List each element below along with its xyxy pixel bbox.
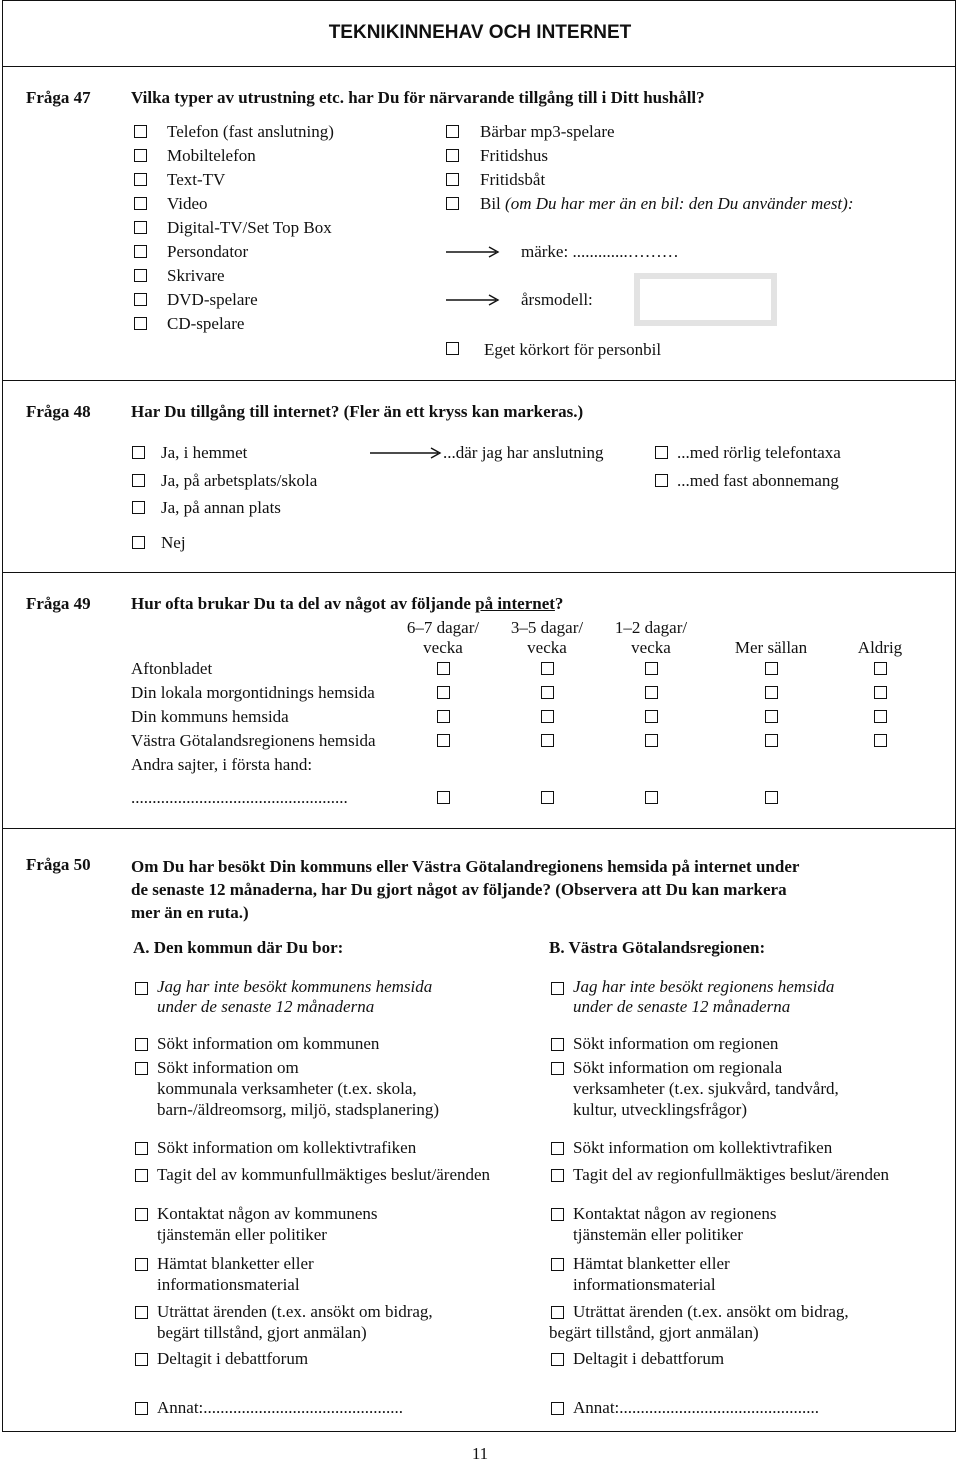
item-label: Sökt information om kollektivtrafiken bbox=[157, 1138, 417, 1157]
other-sites-label: Andra sajter, i första hand: bbox=[131, 755, 313, 774]
checkbox[interactable] bbox=[541, 734, 554, 747]
checkbox[interactable] bbox=[135, 1258, 148, 1271]
checkbox[interactable] bbox=[645, 734, 658, 747]
checkbox-korkort[interactable] bbox=[446, 342, 459, 355]
checkbox[interactable] bbox=[551, 982, 564, 995]
checkbox[interactable] bbox=[135, 1062, 148, 1075]
q48-label: Fråga 48 bbox=[26, 402, 91, 421]
option-label: Nej bbox=[161, 533, 186, 552]
option-label: Ja, på arbetsplats/skola bbox=[161, 471, 318, 490]
checkbox[interactable] bbox=[135, 1402, 148, 1415]
item-label: informationsmaterial bbox=[157, 1275, 300, 1294]
not-visited-label: under de senaste 12 månaderna bbox=[573, 997, 791, 1016]
checkbox[interactable] bbox=[134, 245, 147, 258]
header-divider bbox=[2, 66, 956, 67]
checkbox[interactable] bbox=[446, 149, 459, 162]
column-header: Aldrig bbox=[857, 638, 903, 657]
column-header: vecka bbox=[527, 638, 567, 657]
checkbox[interactable] bbox=[551, 1258, 564, 1271]
checkbox[interactable] bbox=[132, 446, 145, 459]
q50-question-line: de senaste 12 månaderna, har Du gjort något av följande? (Observera att Du kan markera bbox=[131, 880, 787, 899]
divider-q49-q50 bbox=[2, 828, 956, 829]
checkbox[interactable] bbox=[541, 686, 554, 699]
checkbox[interactable] bbox=[135, 1306, 148, 1319]
item-label: Sökt information om kollektivtrafiken bbox=[573, 1138, 833, 1157]
q50-label: Fråga 50 bbox=[26, 855, 91, 874]
checkbox[interactable] bbox=[132, 536, 145, 549]
option-label: Digital-TV/Set Top Box bbox=[167, 218, 332, 237]
not-visited-label: Jag har inte besökt regionens hemsida bbox=[573, 977, 835, 996]
item-label: Tagit del av kommunfullmäktiges beslut/ärenden bbox=[157, 1165, 491, 1184]
item-label: kommunala verksamheter (t.ex. skola, bbox=[157, 1079, 417, 1098]
option-label: ...med rörlig telefontaxa bbox=[677, 443, 841, 462]
q50-question-line: mer än en ruta.) bbox=[131, 903, 249, 922]
arrow-right-icon bbox=[446, 294, 500, 306]
model-label: årsmodell: bbox=[521, 290, 593, 309]
checkbox[interactable] bbox=[765, 710, 778, 723]
checkbox[interactable] bbox=[551, 1062, 564, 1075]
checkbox[interactable] bbox=[134, 269, 147, 282]
row-label: Din lokala morgontidnings hemsida bbox=[131, 683, 375, 702]
option-label: Text-TV bbox=[167, 170, 226, 189]
checkbox[interactable] bbox=[655, 474, 668, 487]
not-visited-label: under de senaste 12 månaderna bbox=[157, 997, 375, 1016]
arrow-right-icon bbox=[370, 447, 442, 459]
other-sites-field[interactable]: ................................................... bbox=[131, 788, 348, 807]
q47-question: Vilka typer av utrustning etc. har Du för närvarande tillgång till i Ditt hushåll? bbox=[131, 88, 705, 107]
bil-label: Bil bbox=[480, 194, 501, 213]
item-label: Annat:............................................... bbox=[157, 1398, 404, 1417]
checkbox[interactable] bbox=[541, 791, 554, 804]
item-label: verksamheter (t.ex. sjukvård, tandvård, bbox=[573, 1079, 839, 1098]
checkbox[interactable] bbox=[765, 734, 778, 747]
checkbox[interactable] bbox=[541, 710, 554, 723]
item-label: kultur, utvecklingsfrågor) bbox=[573, 1100, 747, 1119]
checkbox[interactable] bbox=[135, 1142, 148, 1155]
option-bil bbox=[480, 194, 853, 214]
checkbox[interactable] bbox=[132, 501, 145, 514]
item-label: tjänstemän eller politiker bbox=[157, 1225, 327, 1244]
col-b-heading: B. Västra Götalandsregionen: bbox=[549, 938, 766, 957]
checkbox[interactable] bbox=[874, 686, 887, 699]
option-label: Persondator bbox=[167, 242, 249, 261]
option-label: Fritidshus bbox=[480, 146, 549, 165]
checkbox[interactable] bbox=[765, 662, 778, 675]
row-label: Västra Götalandsregionens hemsida bbox=[131, 731, 376, 750]
q50-question bbox=[131, 855, 799, 924]
item-label: Hämtat blanketter eller bbox=[573, 1254, 730, 1273]
option-label: Mobiltelefon bbox=[167, 146, 256, 165]
option-label: Ja, i hemmet bbox=[161, 443, 248, 462]
column-header: vecka bbox=[423, 638, 463, 657]
option-label: Skrivare bbox=[167, 266, 225, 285]
checkbox[interactable] bbox=[765, 686, 778, 699]
item-label: Sökt information om kommunen bbox=[157, 1034, 380, 1053]
option-korkort: Eget körkort för personbil bbox=[484, 340, 662, 359]
checkbox[interactable] bbox=[134, 125, 147, 138]
column-header: vecka bbox=[631, 638, 671, 657]
option-label: Fritidsbåt bbox=[480, 170, 546, 189]
q49-question-end: ? bbox=[554, 594, 564, 613]
checkbox[interactable] bbox=[551, 1208, 564, 1221]
checkbox[interactable] bbox=[645, 710, 658, 723]
q47-label: Fråga 47 bbox=[26, 88, 91, 107]
checkbox[interactable] bbox=[874, 662, 887, 675]
item-label: tjänstemän eller politiker bbox=[573, 1225, 743, 1244]
option-label: Bärbar mp3-spelare bbox=[480, 122, 615, 141]
checkbox[interactable] bbox=[135, 1169, 148, 1182]
checkbox[interactable] bbox=[135, 1353, 148, 1366]
checkbox[interactable] bbox=[551, 1038, 564, 1051]
checkbox[interactable] bbox=[134, 317, 147, 330]
option-label: ...med fast abonnemang bbox=[677, 471, 839, 490]
checkbox[interactable] bbox=[135, 982, 148, 995]
checkbox[interactable] bbox=[132, 474, 145, 487]
checkbox[interactable] bbox=[134, 149, 147, 162]
item-label: Deltagit i debattforum bbox=[573, 1349, 725, 1368]
option-label: Ja, på annan plats bbox=[161, 498, 281, 517]
checkbox[interactable] bbox=[134, 197, 147, 210]
checkbox[interactable] bbox=[437, 686, 450, 699]
checkbox[interactable] bbox=[874, 710, 887, 723]
arrow-right-icon bbox=[446, 246, 500, 258]
option-label: DVD-spelare bbox=[167, 290, 258, 309]
checkbox-bil[interactable] bbox=[446, 197, 459, 210]
item-label: Kontaktat någon av kommunens bbox=[157, 1204, 378, 1223]
checkbox[interactable] bbox=[874, 734, 887, 747]
item-label: Tagit del av regionfullmäktiges beslut/ärenden bbox=[573, 1165, 890, 1184]
option-label: CD-spelare bbox=[167, 314, 245, 333]
q49-label: Fråga 49 bbox=[26, 594, 91, 613]
checkbox[interactable] bbox=[134, 221, 147, 234]
checkbox[interactable] bbox=[437, 734, 450, 747]
item-label: informationsmaterial bbox=[573, 1275, 716, 1294]
page-number: 11 bbox=[471, 1444, 489, 1463]
q49-question-start: Hur ofta brukar Du ta del av något av följande bbox=[131, 594, 476, 613]
divider-q48-q49 bbox=[2, 572, 956, 573]
item-label: Sökt information om bbox=[157, 1058, 299, 1077]
item-label: barn-/äldreomsorg, miljö, stadsplanering) bbox=[157, 1100, 440, 1119]
row-label: Aftonbladet bbox=[131, 659, 213, 678]
checkbox[interactable] bbox=[551, 1142, 564, 1155]
model-input-box[interactable] bbox=[634, 273, 777, 326]
row-label: Din kommuns hemsida bbox=[131, 707, 289, 726]
q49-question-underlined: på internet bbox=[475, 594, 555, 613]
divider-q47-q48 bbox=[2, 380, 956, 381]
brand-field[interactable]: märke: .............……… bbox=[521, 242, 679, 261]
checkbox[interactable] bbox=[645, 791, 658, 804]
column-header: Mer sällan bbox=[734, 638, 808, 657]
checkbox[interactable] bbox=[655, 446, 668, 459]
item-label: Uträttat ärenden (t.ex. ansökt om bidrag, bbox=[573, 1302, 849, 1321]
checkbox[interactable] bbox=[551, 1353, 564, 1366]
item-label: Annat:............................................... bbox=[573, 1398, 820, 1417]
checkbox[interactable] bbox=[551, 1402, 564, 1415]
checkbox[interactable] bbox=[134, 293, 147, 306]
column-header: 1–2 dagar/ bbox=[614, 618, 688, 637]
checkbox[interactable] bbox=[437, 662, 450, 675]
checkbox[interactable] bbox=[551, 1306, 564, 1319]
item-label: Sökt information om regionala bbox=[573, 1058, 783, 1077]
checkbox[interactable] bbox=[645, 662, 658, 675]
checkbox[interactable] bbox=[437, 710, 450, 723]
checkbox[interactable] bbox=[765, 791, 778, 804]
checkbox[interactable] bbox=[645, 686, 658, 699]
column-header: 3–5 dagar/ bbox=[510, 618, 584, 637]
column-header: 6–7 dagar/ bbox=[406, 618, 480, 637]
not-visited-label: Jag har inte besökt kommunens hemsida bbox=[157, 977, 433, 996]
checkbox[interactable] bbox=[551, 1169, 564, 1182]
item-label: Hämtat blanketter eller bbox=[157, 1254, 314, 1273]
item-label: Kontaktat någon av regionens bbox=[573, 1204, 777, 1223]
item-label: begärt tillstånd, gjort anmälan) bbox=[549, 1323, 759, 1342]
q49-question bbox=[131, 594, 563, 614]
checkbox[interactable] bbox=[135, 1208, 148, 1221]
q48-question: Har Du tillgång till internet? (Fler än ett kryss kan markeras.) bbox=[131, 402, 584, 421]
connection-lead: ...där jag har anslutning bbox=[443, 443, 604, 462]
option-label: Video bbox=[167, 194, 208, 213]
item-label: Sökt information om regionen bbox=[573, 1034, 779, 1053]
checkbox[interactable] bbox=[437, 791, 450, 804]
item-label: Deltagit i debattforum bbox=[157, 1349, 309, 1368]
option-label: Telefon (fast anslutning) bbox=[167, 122, 334, 141]
q50-question-line: Om Du har besökt Din kommuns eller Västra Götalandregionens hemsida på internet under bbox=[131, 857, 800, 876]
checkbox[interactable] bbox=[134, 173, 147, 186]
checkbox[interactable] bbox=[541, 662, 554, 675]
col-a-heading: A. Den kommun där Du bor: bbox=[133, 938, 344, 957]
checkbox[interactable] bbox=[446, 125, 459, 138]
checkbox[interactable] bbox=[135, 1038, 148, 1051]
checkbox[interactable] bbox=[446, 173, 459, 186]
page-title: TEKNIKINNEHAV OCH INTERNET bbox=[328, 22, 632, 43]
bil-note: (om Du har mer än en bil: den Du använder mest): bbox=[505, 194, 854, 213]
item-label: begärt tillstånd, gjort anmälan) bbox=[157, 1323, 367, 1342]
item-label: Uträttat ärenden (t.ex. ansökt om bidrag, bbox=[157, 1302, 433, 1321]
